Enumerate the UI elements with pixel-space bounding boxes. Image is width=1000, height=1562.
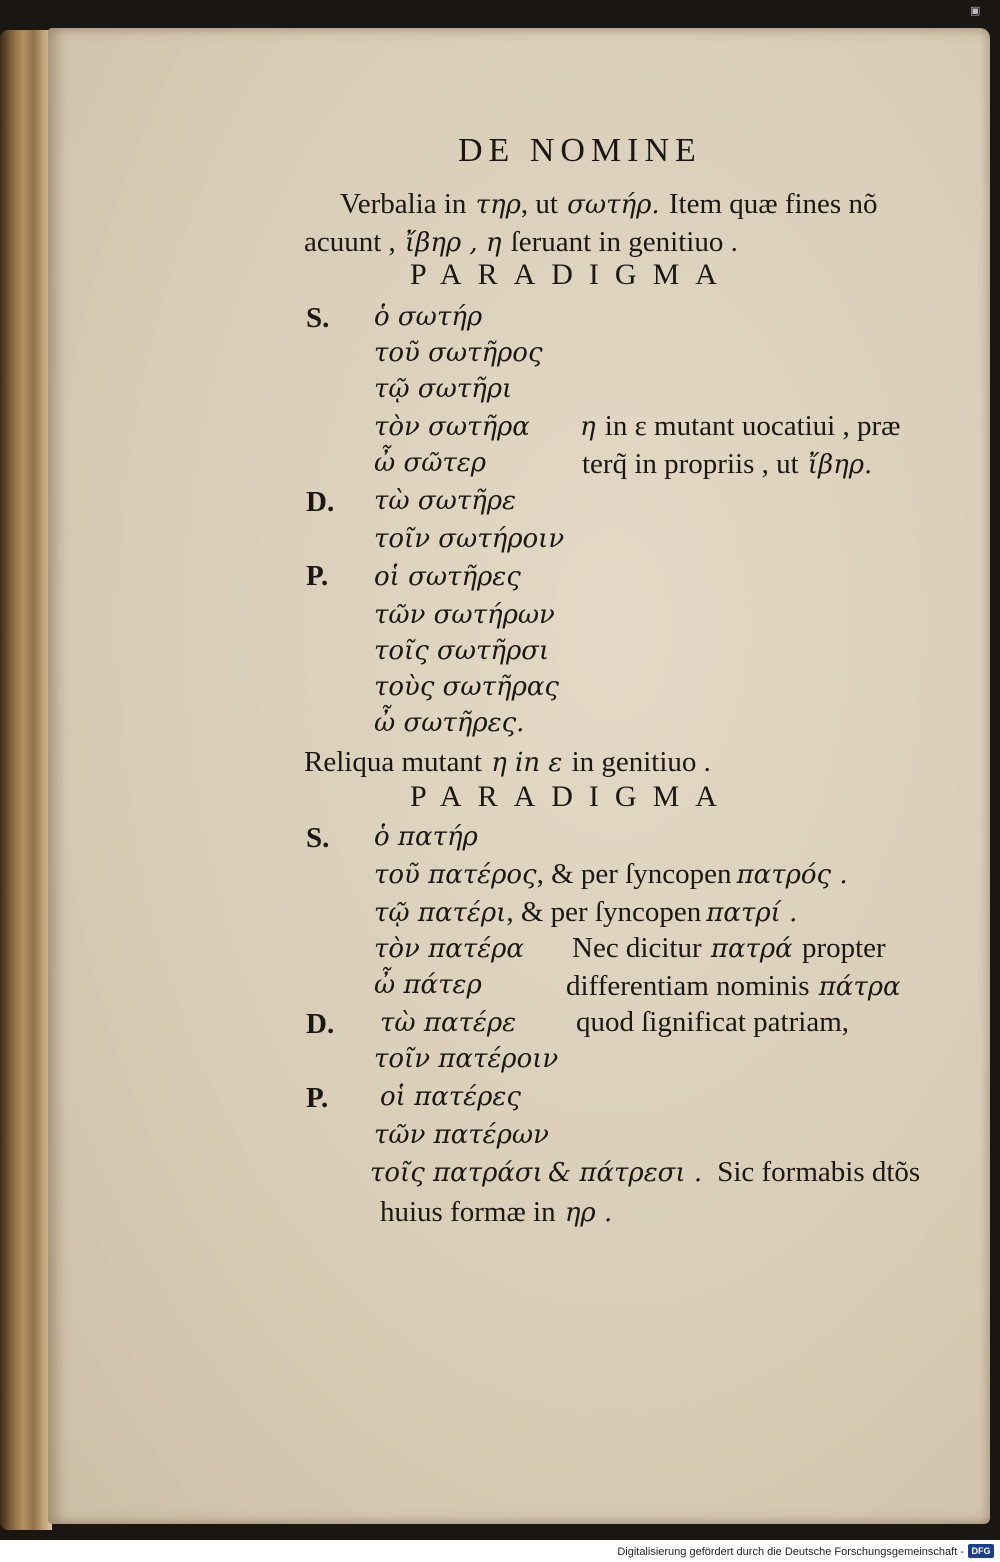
book-page-edges (0, 30, 52, 1530)
paradigm1-note-line-2 (582, 446, 872, 481)
note-text: huius formæ in (380, 1196, 556, 1228)
note-text: in ε mutant uocatiui , præ (604, 410, 901, 442)
paradigm1-note-line-1 (580, 408, 901, 443)
note-text: Nec dicitur (572, 932, 702, 964)
case-dual: D. (306, 486, 335, 518)
paradigm2-genitive-line (374, 858, 848, 891)
greek-form: τῷ σωτῆρι (374, 374, 513, 404)
case-dual: D. (306, 1008, 335, 1040)
greek-form: ὦ πάτερ (374, 970, 482, 1000)
greek-form: ὁ σωτήρ (374, 302, 483, 332)
greek-form: τῶν πατέρων (374, 1120, 549, 1150)
paradigm-heading: PARADIGMA (410, 780, 733, 813)
greek-word: η in ε (491, 748, 563, 778)
paradigm2-note-line-2 (566, 968, 901, 1003)
greek-form: ὦ σωτῆρες. (374, 708, 525, 738)
note-text: propter (801, 932, 886, 964)
case-singular: S. (306, 302, 330, 334)
paradigm2-note-line-1 (572, 930, 886, 965)
case-plural: P. (306, 1082, 329, 1114)
greek-word: ηρ . (564, 1198, 613, 1228)
greek-form: τοῦ σωτῆρος (374, 338, 543, 368)
greek-form: τοὺς σωτῆρας (374, 672, 559, 702)
greek-form: τοῖς πατράσι (370, 1158, 543, 1188)
paradigm-heading: PARADIGMA (410, 258, 733, 291)
greek-word: ἴβηρ , η (405, 228, 502, 258)
intro-text: ſeruant in genitiuo . (510, 226, 738, 258)
greek-word: & πάτρεσι . (547, 1158, 703, 1188)
note-text: Sic formabis dtõs (717, 1156, 921, 1188)
paradigm2-note-line-3: quod ſignificat patriam, (576, 1006, 850, 1038)
greek-form: τῷ πατέρι (374, 898, 507, 928)
reliqua-text: Reliqua mutant (304, 746, 482, 778)
greek-form: τοῖν πατέροιν (374, 1044, 559, 1074)
greek-form: τὼ πατέρε (380, 1008, 517, 1038)
greek-form: ὦ σῶτερ (374, 448, 487, 478)
intro-line-2 (304, 224, 738, 259)
greek-word: πατρός . (736, 860, 848, 890)
greek-word: η (580, 412, 596, 442)
syncope-text: , & per ſyncopen (536, 858, 732, 890)
greek-word: τηρ (475, 190, 521, 220)
note-text: differentiam nominis (566, 970, 810, 1002)
note-text: terq̃ in propriis , ut (582, 448, 799, 480)
paradigm2-dative-line (374, 896, 797, 929)
paradigm2-last-line (370, 1156, 920, 1189)
greek-form: ὁ πατήρ (374, 822, 478, 852)
intro-text: acuunt , (304, 226, 396, 258)
greek-form: οἱ πατέρες (380, 1082, 521, 1112)
dfg-logo-icon: DFG (968, 1544, 994, 1558)
paradigm2-closing-line (380, 1194, 612, 1229)
greek-word: σωτήρ. (567, 190, 660, 220)
reliqua-text: in genitiuo . (571, 746, 711, 778)
greek-form: τοῦ πατέρος (374, 860, 537, 890)
corner-marker-icon: ▣ (970, 4, 981, 17)
greek-word: πατρά (710, 934, 793, 964)
case-plural: P. (306, 560, 329, 592)
greek-form: τὼ σωτῆρε (374, 486, 516, 516)
greek-word: ἴβηρ. (807, 450, 873, 480)
greek-form: τοῖν σωτήροιν (374, 524, 565, 554)
greek-form: οἱ σωτῆρες (374, 562, 521, 592)
intro-text: , ut (520, 188, 558, 220)
greek-word: πατρί . (706, 898, 798, 928)
reliqua-line (304, 744, 711, 779)
digitization-credit: Digitalisierung gefördert durch die Deutsche Forschungsgemeinschaft - (617, 1546, 964, 1558)
greek-form: τὸν πατέρα (374, 934, 524, 964)
intro-text: Verbalia in (340, 188, 467, 220)
page-running-title: DE NOMINE (458, 132, 702, 169)
case-singular: S. (306, 822, 330, 854)
greek-form: τῶν σωτήρων (374, 600, 555, 630)
greek-word: πάτρα (818, 972, 901, 1002)
greek-form: τὸν σωτῆρα (374, 412, 530, 442)
greek-form: τοῖς σωτῆρσι (374, 636, 550, 666)
intro-line-1 (340, 186, 877, 221)
intro-text: Item quæ fines nõ (668, 188, 878, 220)
syncope-text: , & per ſyncopen (506, 896, 702, 928)
